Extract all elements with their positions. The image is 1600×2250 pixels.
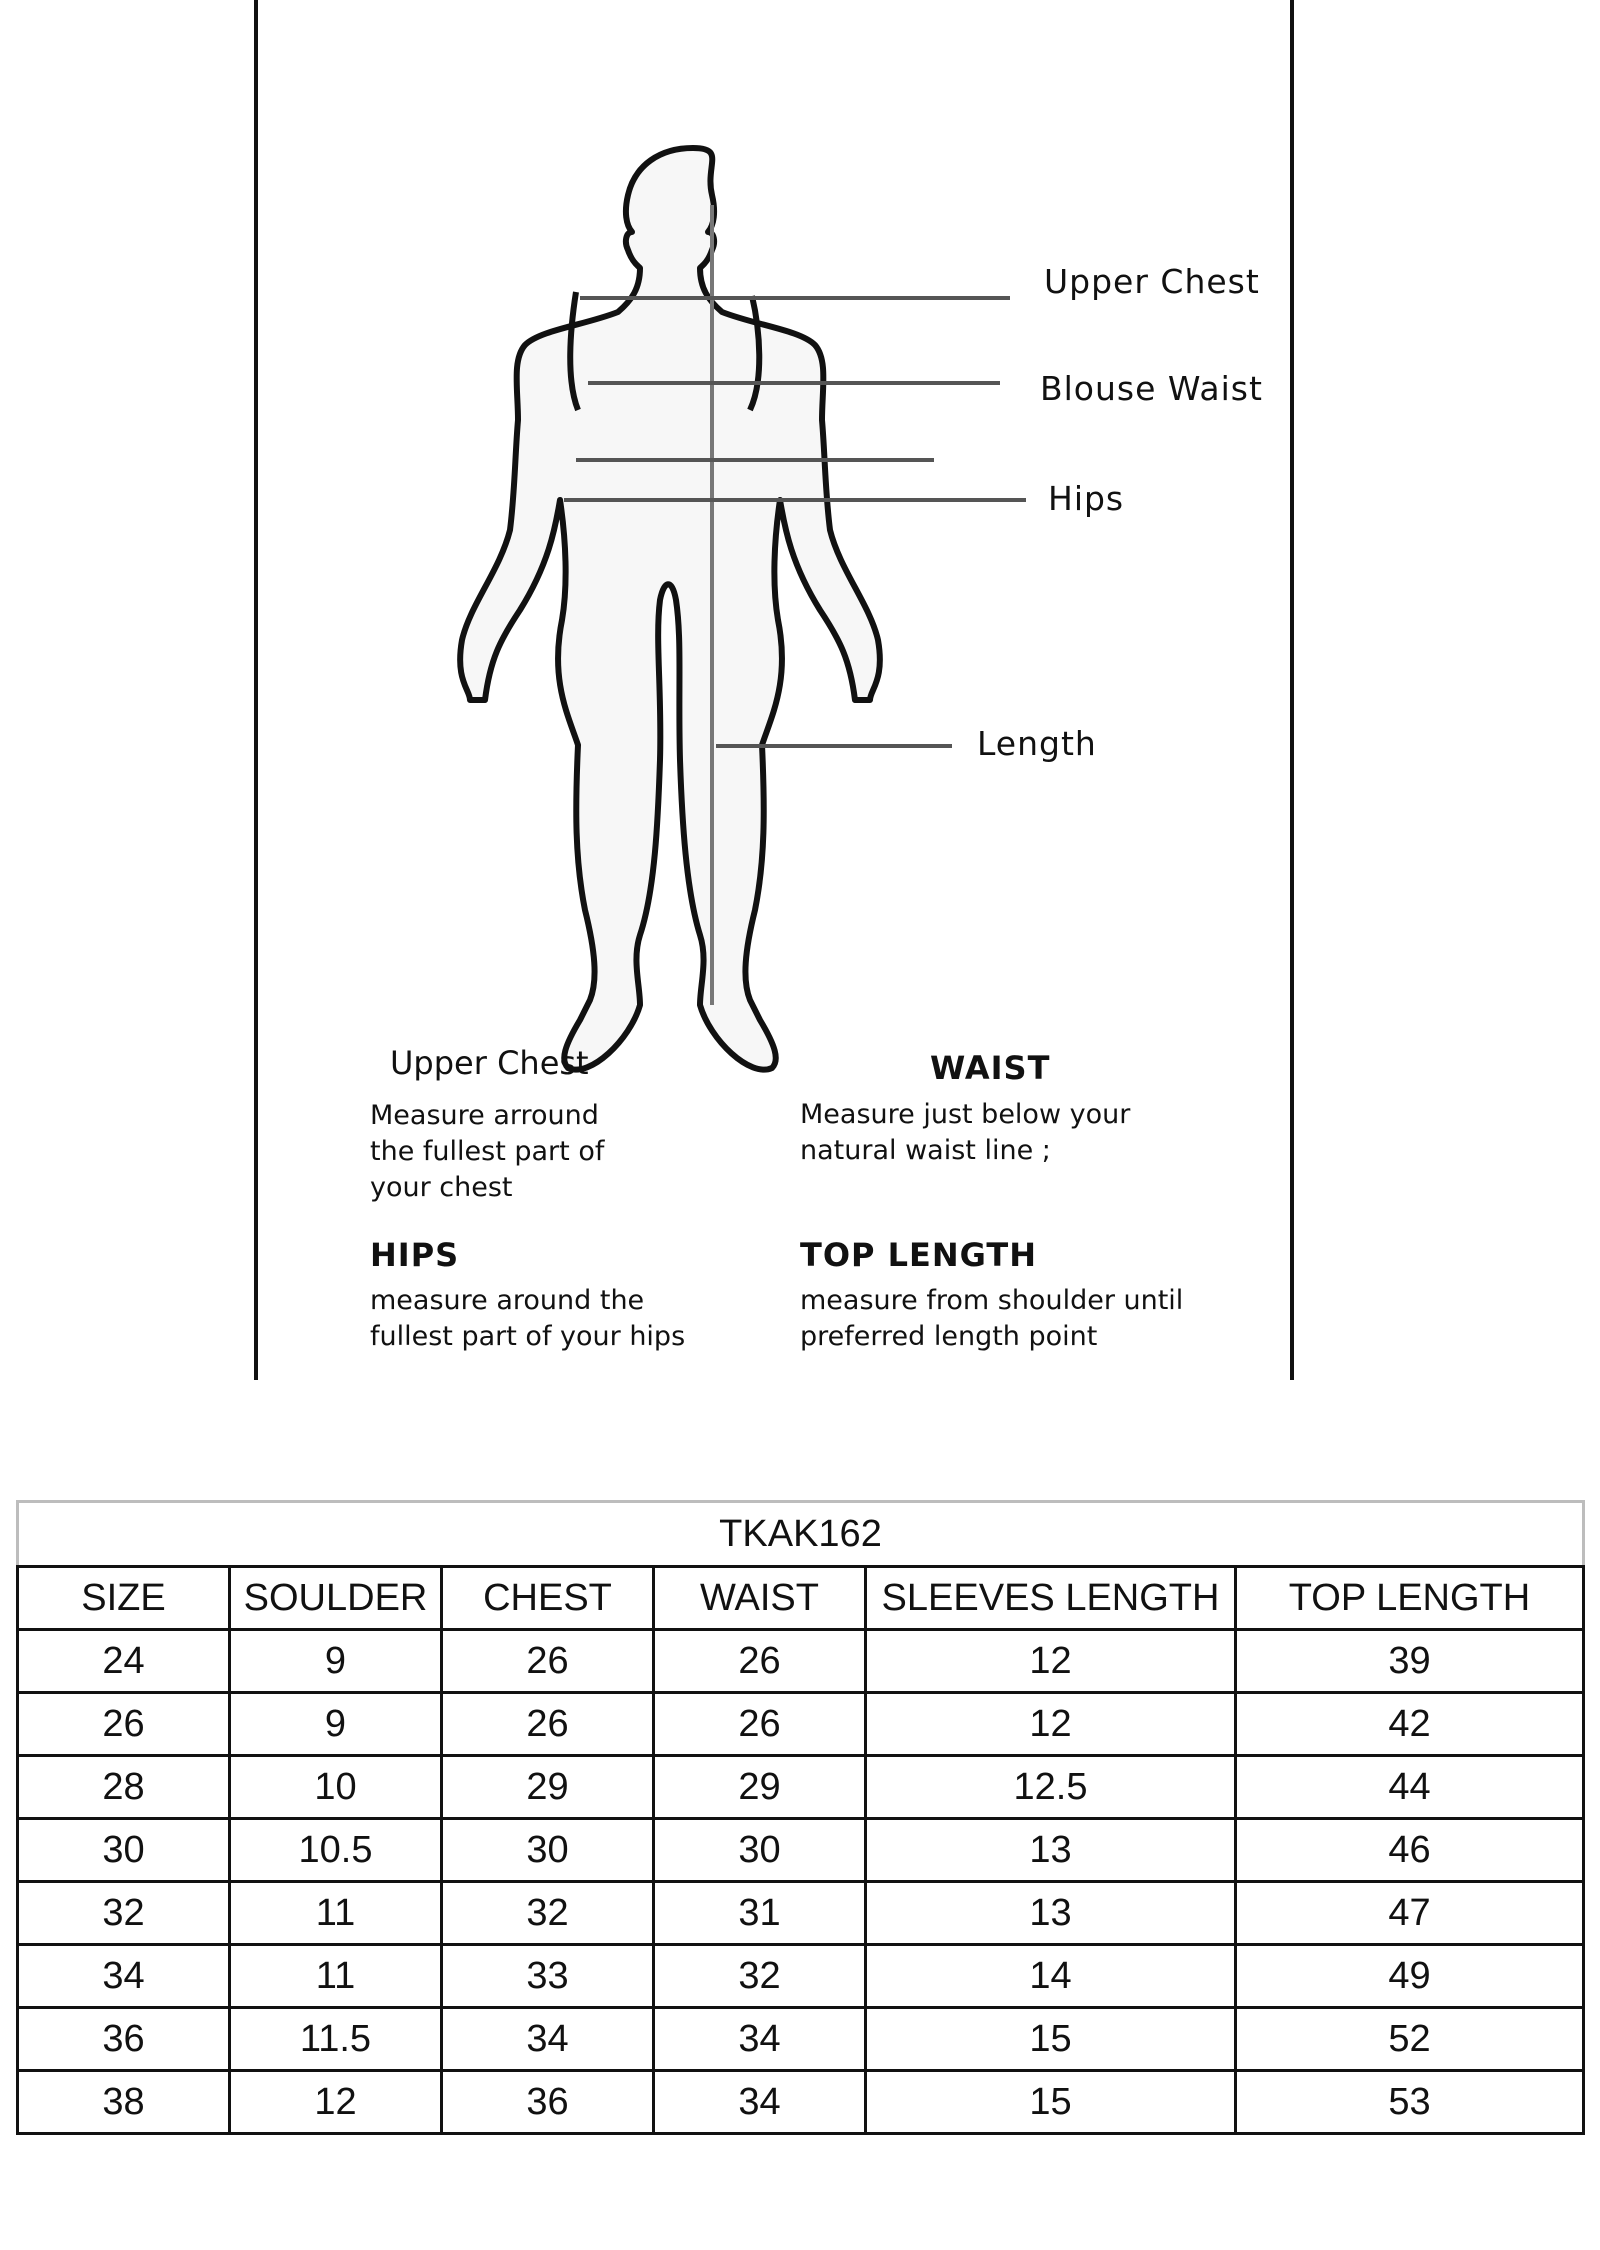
- table-cell: 34: [654, 2008, 866, 2071]
- def-body-upper-chest: [370, 1098, 830, 1206]
- table-cell: 36: [442, 2071, 654, 2134]
- table-cell: 29: [654, 1756, 866, 1819]
- table-cell: 47: [1236, 1882, 1584, 1945]
- table-row: [18, 2071, 1584, 2134]
- callout-upper-chest: Upper Chest: [1044, 262, 1260, 301]
- def-line: preferred length point: [800, 1321, 1098, 1352]
- table-cell: 12: [866, 1693, 1236, 1756]
- table-cell: 15: [866, 2008, 1236, 2071]
- table-cell: 52: [1236, 2008, 1584, 2071]
- table-cell: 36: [18, 2008, 230, 2071]
- column-header: CHEST: [442, 1567, 654, 1630]
- table-cell: 11: [230, 1945, 442, 2008]
- table-cell: 10: [230, 1756, 442, 1819]
- def-body-hips: [370, 1283, 830, 1355]
- table-cell: 46: [1236, 1819, 1584, 1882]
- table-row: [18, 1819, 1584, 1882]
- def-line: your chest: [370, 1172, 513, 1203]
- table-cell: 11.5: [230, 2008, 442, 2071]
- table-row: [18, 1756, 1584, 1819]
- callout-length: Length: [977, 724, 1097, 763]
- table-caption: TKAK162: [18, 1502, 1584, 1567]
- table-cell: 28: [18, 1756, 230, 1819]
- column-header: TOP LENGTH: [1236, 1567, 1584, 1630]
- table-cell: 26: [654, 1630, 866, 1693]
- table-cell: 14: [866, 1945, 1236, 2008]
- table-row: [18, 1693, 1584, 1756]
- column-header: WAIST: [654, 1567, 866, 1630]
- table-cell: 15: [866, 2071, 1236, 2134]
- body-silhouette: [460, 148, 880, 1070]
- table-cell: 53: [1236, 2071, 1584, 2134]
- callout-blouse-waist: Blouse Waist: [1040, 369, 1263, 408]
- table-row: [18, 1945, 1584, 2008]
- table-cell: 24: [18, 1630, 230, 1693]
- def-line: measure around the: [370, 1285, 645, 1316]
- table-cell: 26: [18, 1693, 230, 1756]
- def-title-hips: HIPS: [370, 1236, 460, 1274]
- table-cell: 12: [866, 1630, 1236, 1693]
- column-header: SIZE: [18, 1567, 230, 1630]
- column-header: SOULDER: [230, 1567, 442, 1630]
- table-cell: 26: [654, 1693, 866, 1756]
- def-line: measure from shoulder until: [800, 1285, 1184, 1316]
- table-cell: 32: [442, 1882, 654, 1945]
- table-cell: 26: [442, 1630, 654, 1693]
- size-chart-table: [16, 1500, 1585, 2135]
- table-row: [18, 1882, 1584, 1945]
- table-row: [18, 2008, 1584, 2071]
- table-cell: 11: [230, 1882, 442, 1945]
- table-cell: 38: [18, 2071, 230, 2134]
- table-row: [18, 1630, 1584, 1693]
- table-cell: 34: [442, 2008, 654, 2071]
- def-line: fullest part of your hips: [370, 1321, 686, 1352]
- def-title-waist: WAIST: [930, 1049, 1051, 1087]
- def-line: Measure arround: [370, 1100, 599, 1131]
- table-cell: 34: [18, 1945, 230, 2008]
- table-cell: 9: [230, 1630, 442, 1693]
- table-cell: 33: [442, 1945, 654, 2008]
- def-title-top-length: TOP LENGTH: [800, 1236, 1037, 1274]
- table-cell: 12: [230, 2071, 442, 2134]
- def-title-upper-chest: Upper Chest: [390, 1044, 589, 1082]
- callout-hips: Hips: [1048, 479, 1125, 518]
- table-cell: 42: [1236, 1693, 1584, 1756]
- table-cell: 9: [230, 1693, 442, 1756]
- table-cell: 30: [654, 1819, 866, 1882]
- table-header-row: [18, 1567, 1584, 1630]
- table-cell: 10.5: [230, 1819, 442, 1882]
- table-cell: 39: [1236, 1630, 1584, 1693]
- table-cell: 34: [654, 2071, 866, 2134]
- table-cell: 29: [442, 1756, 654, 1819]
- def-line: the fullest part of: [370, 1136, 605, 1167]
- table-cell: 13: [866, 1882, 1236, 1945]
- table-cell: 30: [18, 1819, 230, 1882]
- table-cell: 26: [442, 1693, 654, 1756]
- def-line: Measure just below your: [800, 1099, 1131, 1130]
- table-cell: 30: [442, 1819, 654, 1882]
- table-cell: 32: [654, 1945, 866, 2008]
- column-header: SLEEVES LENGTH: [866, 1567, 1236, 1630]
- table-cell: 13: [866, 1819, 1236, 1882]
- def-body-waist: [800, 1097, 1260, 1169]
- def-body-top-length: [800, 1283, 1260, 1355]
- table-cell: 49: [1236, 1945, 1584, 2008]
- def-line: natural waist line ;: [800, 1135, 1051, 1166]
- table-cell: 32: [18, 1882, 230, 1945]
- table-cell: 44: [1236, 1756, 1584, 1819]
- table-cell: 12.5: [866, 1756, 1236, 1819]
- table-cell: 31: [654, 1882, 866, 1945]
